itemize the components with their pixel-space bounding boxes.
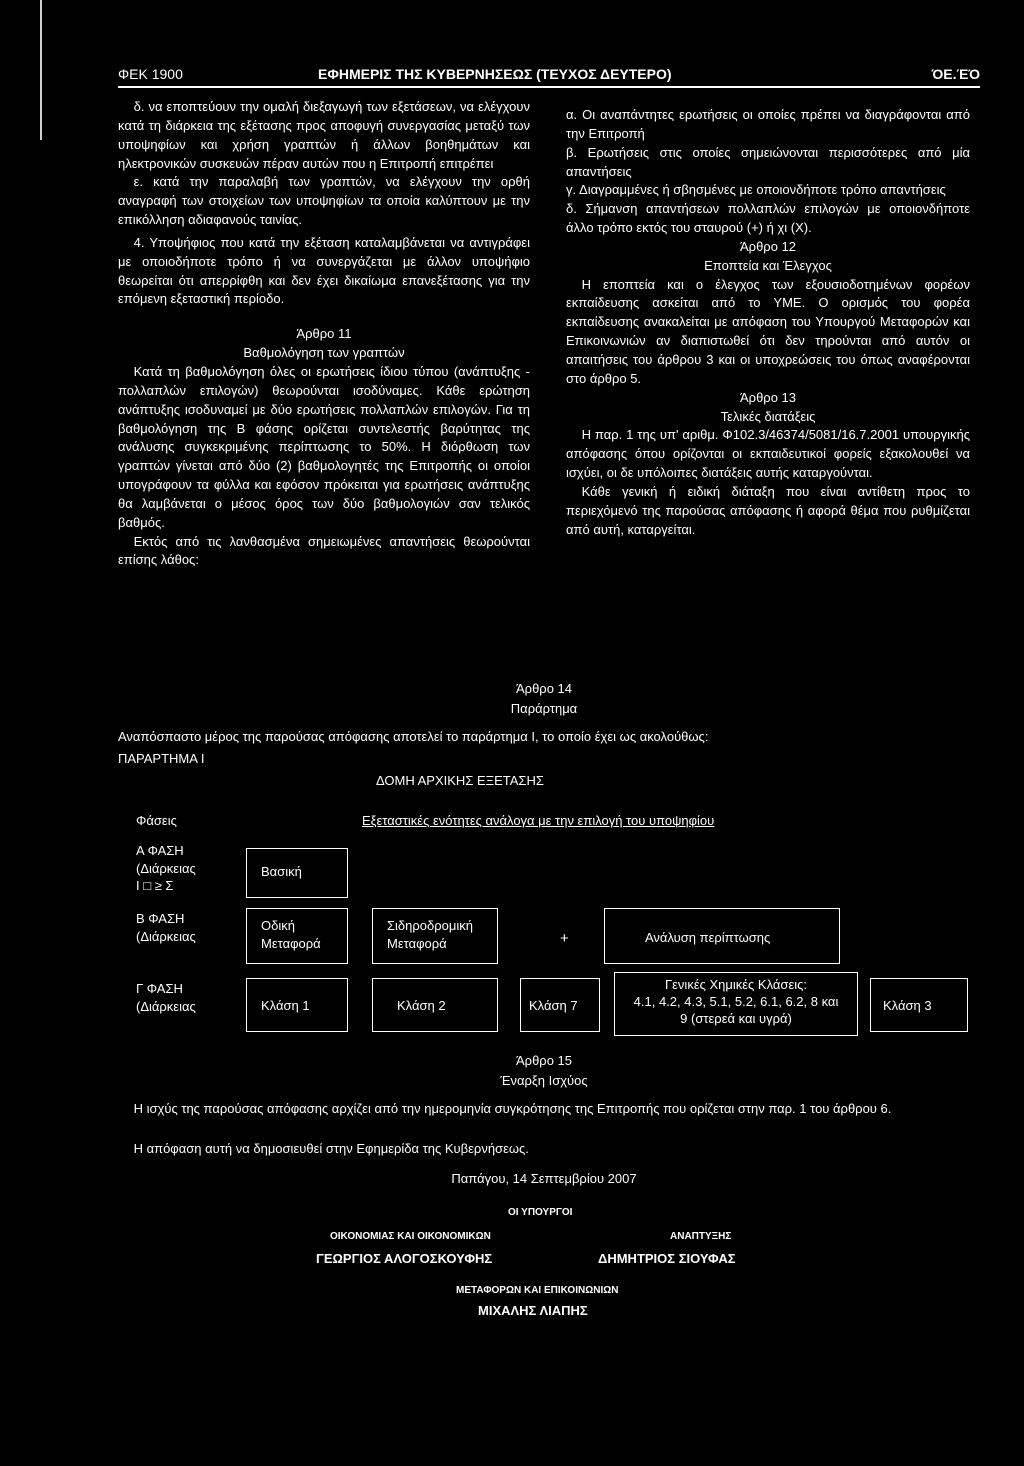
- general-classes-title: Γενικές Χημικές Κλάσεις:: [664, 977, 808, 992]
- place-date: Παπάγου, 14 Σεπτεμβρίου 2007: [451, 1171, 637, 1186]
- page-header: [118, 64, 980, 86]
- article-14-subtitle: Παράρτημα: [510, 701, 578, 716]
- basic-module-box: [246, 848, 348, 898]
- item-b: β. Ερωτήσεις στις οποίες σημειώνονται περισσότερες από μία απαντήσεις: [566, 144, 970, 179]
- page-number: ΌΕ.ΈΌ: [931, 66, 980, 82]
- road-transport-box: [246, 908, 348, 964]
- class-2-box: [372, 978, 498, 1032]
- annex-label: ΠΑΡΑΡΤΗΜΑ Ι: [118, 751, 205, 766]
- ministers-label: ΟΙ ΥΠΟΥΡΓΟΙ: [508, 1207, 573, 1218]
- class-7-label: Κλάση 7: [529, 998, 578, 1013]
- class-3-box: [870, 978, 968, 1032]
- class-1-label: Κλάση 1: [261, 998, 310, 1013]
- article-15-subtitle: Έναρξη Ισχύος: [500, 1073, 588, 1088]
- right-column: [566, 106, 970, 539]
- item-c: γ. Διαγραμμένες ή σβησμένες με οποιονδήποτε τρόπο απαντήσεις: [566, 182, 946, 198]
- class-7-box: [520, 978, 600, 1032]
- left-column: [118, 98, 530, 570]
- general-classes-box: [614, 972, 858, 1036]
- signer-1-name: ΓΕΩΡΓΙΟΣ ΑΛΟΓΟΣΚΟΥΦΗΣ: [316, 1251, 493, 1266]
- phase-a-name: Α ΦΑΣΗ: [136, 843, 184, 858]
- general-classes-text: [615, 977, 857, 1028]
- article-12-body: Η εποπτεία και ο έλεγχος των εξουσιοδοτημένων φορέων εκπαίδευσης ασκείται από το ΥΜΕ. Ο ορισμός του φορέα εκπαίδευσης ανακαλείται με απόφαση του Υπουργού Μεταφορών και Επικοινωνιών αν διαπιστωθεί ότι δεν τηρούνται από αυτόν οι απαιτήσεις του άρθρου 3 και οι υποχρεώσεις του όπως αναφέρονται στο άρθρο 5.: [566, 276, 970, 386]
- case-analysis-label: Ανάλυση περίπτωσης: [645, 930, 771, 945]
- signer-2-name: ΔΗΜΗΤΡΙΟΣ ΣΙΟΥΦΑΣ: [598, 1251, 736, 1266]
- road-transport-label: Οδική Μεταφορά: [261, 918, 321, 951]
- rail-transport-box: [372, 908, 498, 964]
- paragraph-e: ε. κατά την παραλαβή των γραπτών, να ελέγχουν την ορθή αναγραφή των στοιχείων των υποψηφίων τα οποία καλύπτουν με την επικόλληση αδιαφανούς ταινίας.: [118, 174, 530, 228]
- basic-module-label: Βασική: [261, 864, 302, 879]
- article-12-title: Άρθρο 12: [740, 238, 796, 254]
- paragraph-4: 4. Υποψήφιος που κατά την εξέταση καταλαμβάνεται να αντιγράφει με οποιοδήποτε τρόπο ή να συνεργάζεται με άλλον υποψήφιο θεωρείται ότι απερρίφθη και δεν έχει δικαίωμα επανεξέτασης για την επόμενη εξεταστική περίοδο.: [118, 234, 530, 307]
- plus-sign: +: [560, 930, 569, 947]
- rail-transport-label: Σιδηροδρομική Μεταφορά: [387, 918, 473, 951]
- gazette-title: ΕΦΗΜΕΡΙΣ ΤΗΣ ΚΥΒΕΡΝΗΣΕΩΣ (ΤΕΥΧΟΣ ΔΕΥΤΕΡΟ): [318, 66, 672, 82]
- class-2-label: Κλάση 2: [397, 998, 446, 1013]
- phase-b-label: [136, 910, 196, 945]
- article-11-body: Κατά τη βαθμολόγηση όλες οι ερωτήσεις ίδιου τύπου (ανάπτυξης - πολλαπλών επιλογών) θεωρούνται ισοδύναμες. Κάθε ερώτηση ανάπτυξης ισοδυναμεί με δύο ερωτήσεις πολλαπλών επιλογών. Για τη βαθμολόγηση της Β φάσης ορίζεται συντελεστής βαρύτητας της ανάλυσης συγκεκριμένης περίπτωσης το 50%. Η διόρθωση των γραπτών γίνεται από δύο (2) βαθμολογητές της Επιτροπής οι οποίοι υπογράφουν τα φύλλα και εφόσον πρόκειται για ερωτήσεις ανάπτυξης θα λαμβάνεται ο μέσος όρος των δύο βαθμολογιών σαν τελικός βαθμός.: [118, 363, 530, 530]
- modules-label: Εξεταστικές ενότητες ανάλογα με την επιλογή του υποψηφίου: [362, 813, 715, 828]
- article-15-body: Η ισχύς της παρούσας απόφασης αρχίζει από την ημερομηνία συγκρότησης της Επιτροπής που ορίζεται στην παρ. 1 του άρθρου 6.: [133, 1101, 892, 1116]
- structure-title: ΔΟΜΗ ΑΡΧΙΚΗΣ ΕΞΕΤΑΣΗΣ: [376, 773, 544, 788]
- phase-b-name: Β ΦΑΣΗ: [136, 911, 185, 926]
- phase-c-name: Γ ΦΑΣΗ: [136, 981, 183, 996]
- case-analysis-box: [604, 908, 840, 964]
- class-3-label: Κλάση 3: [883, 998, 932, 1013]
- phase-a-label: [136, 842, 196, 895]
- item-d: δ. Σήμανση απαντήσεων πολλαπλών επιλογών με οποιονδήποτε άλλο τρόπο εκτός του σταυρού (+) ή χι (Χ).: [566, 201, 970, 236]
- article-15-publish: Η απόφαση αυτή να δημοσιευθεί στην Εφημερίδα της Κυβερνήσεως.: [133, 1141, 529, 1156]
- item-a: α. Οι αναπάντητες ερωτήσεις οι οποίες πρέπει να διαγράφονται από την Επιτροπή: [566, 107, 970, 141]
- signer-2-role: ΑΝΑΠΤΥΞΗΣ: [670, 1231, 732, 1242]
- phases-label: Φάσεις: [136, 813, 177, 828]
- article-11-title: Άρθρο 11: [296, 326, 352, 342]
- general-classes-note: 9 (στερεά και υγρά): [680, 1010, 792, 1026]
- phase-c-duration: (Διάρκειας: [136, 998, 196, 1014]
- annex-intro: Αναπόσπαστο μέρος της παρούσας απόφασης αποτελεί το παράρτημα Ι, το οποίο έχει ως ακολούθως:: [118, 729, 709, 744]
- class-1-box: [246, 978, 348, 1032]
- phase-a-duration: (Διάρκειας: [136, 860, 196, 876]
- paragraph-d: δ. να εποπτεύουν την ομαλή διεξαγωγή των εξετάσεων, να ελέγχουν κατά τη διάρκεια της εξέτασης προς αποφυγή συνεργασίας μεταξύ των υποψηφίων και χρήση γραπτών ή άλλων βοηθημάτων και ηλεκτρονικών συσκευών πέραν αυτών που η Επιτροπή επιτρέπει: [118, 99, 530, 171]
- general-classes-list: 4.1, 4.2, 4.3, 5.1, 5.2, 6.1, 6.2, 8 και: [633, 993, 839, 1009]
- gazette-issue-number: ΦΕΚ 1900: [118, 66, 183, 82]
- article-13-subtitle: Τελικές διατάξεις: [720, 408, 816, 424]
- article-12-subtitle: Εποπτεία και Έλεγχος: [704, 257, 832, 273]
- signer-3-name: ΜΙΧΑΛΗΣ ΛΙΑΠΗΣ: [478, 1303, 588, 1318]
- header-rule: [118, 86, 980, 88]
- article-13-body-a: Η παρ. 1 της υπ' αριθμ. Φ102.3/46374/5081/16.7.2001 υπουργικής απόφασης όπου ορίζονται οι εκπαιδευτικοί φορείς εξακολουθεί να ισχύει, οι δε υπόλοιπες διατάξεις αυτής καταργούνται.: [566, 427, 970, 481]
- signer-1-role: ΟΙΚΟΝΟΜΙΑΣ ΚΑΙ ΟΙΚΟΝΟΜΙΚΩΝ: [330, 1231, 491, 1242]
- signer-3-role: ΜΕΤΑΦΟΡΩΝ ΚΑΙ ΕΠΙΚΟΙΝΩΝΙΩΝ: [456, 1285, 619, 1296]
- phase-a-extra: Ι □ ≥ Σ: [136, 878, 174, 894]
- article-13-body-b: Κάθε γενική ή ειδική διάταξη που είναι αντίθετη προς το περιεχόμενό της παρούσας απόφασης ή αφορά θέμα που ρυθμίζεται από αυτή, καταργείται.: [566, 483, 970, 537]
- article-14-title: Άρθρο 14: [516, 681, 572, 696]
- article-13-title: Άρθρο 13: [740, 389, 796, 405]
- article-11-subtitle: Βαθμολόγηση των γραπτών: [243, 345, 405, 361]
- article-15-title: Άρθρο 15: [516, 1053, 572, 1068]
- margin-line: [40, 0, 42, 140]
- phase-c-label: [136, 980, 196, 1015]
- phase-b-duration: (Διάρκειας: [136, 928, 196, 944]
- article-11-errors: Εκτός από τις λανθασμένα σημειωμένες απαντήσεις θεωρούνται επίσης λάθος:: [118, 533, 530, 568]
